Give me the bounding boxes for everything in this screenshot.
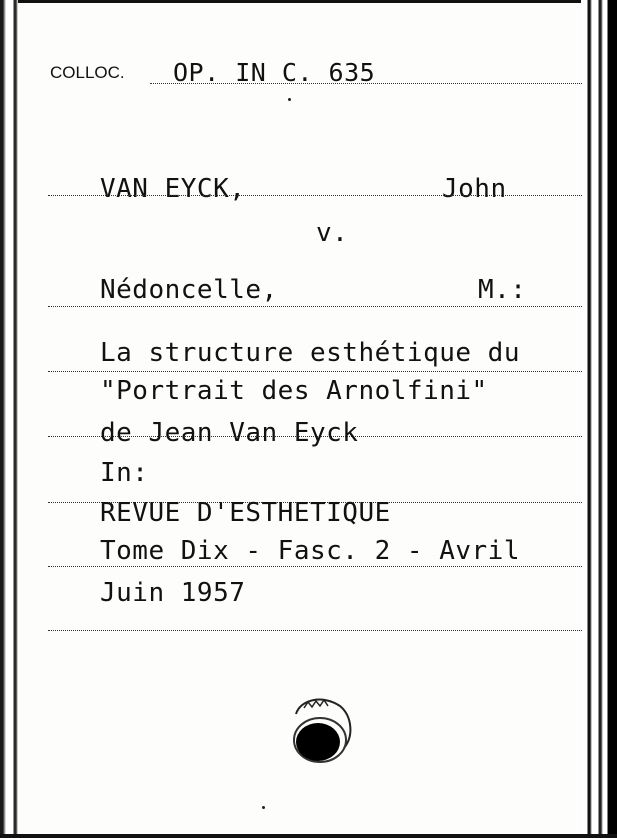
issue-rule	[48, 566, 582, 567]
punch-hole-stamp	[282, 688, 358, 768]
speck	[288, 98, 291, 101]
author-rule	[48, 195, 582, 196]
see-also: v.	[316, 218, 349, 248]
shelfmark: OP. IN C. 635	[173, 58, 376, 87]
colloc-label: COLLOC.	[50, 63, 125, 82]
author-surname: VAN EYCK,	[100, 174, 246, 204]
card-bottom-edge	[0, 834, 617, 838]
title-line-3: de Jean Van Eyck	[100, 418, 359, 448]
speck	[262, 806, 265, 809]
shelfmark-rule	[150, 83, 582, 84]
date-rule	[48, 630, 582, 631]
title-line-2: "Portrait des Arnolfini"	[100, 376, 488, 406]
writer-rule	[48, 306, 582, 307]
date-line: Juin 1957	[100, 578, 246, 608]
journal-title: REVUE D'ESTHETIQUE	[100, 498, 391, 528]
title-rule-1	[48, 371, 582, 372]
card-right-edge	[581, 0, 617, 838]
author-forename: John	[442, 174, 507, 204]
writer-initial: M.:	[478, 275, 527, 305]
card-left-edge	[0, 0, 18, 838]
issue-line: Tome Dix - Fasc. 2 - Avril	[100, 536, 520, 566]
card-top-edge	[0, 0, 617, 3]
writer-surname: Nédoncelle,	[100, 275, 278, 305]
title-line-1: La structure esthétique du	[100, 338, 520, 368]
in-label: In:	[100, 458, 149, 488]
